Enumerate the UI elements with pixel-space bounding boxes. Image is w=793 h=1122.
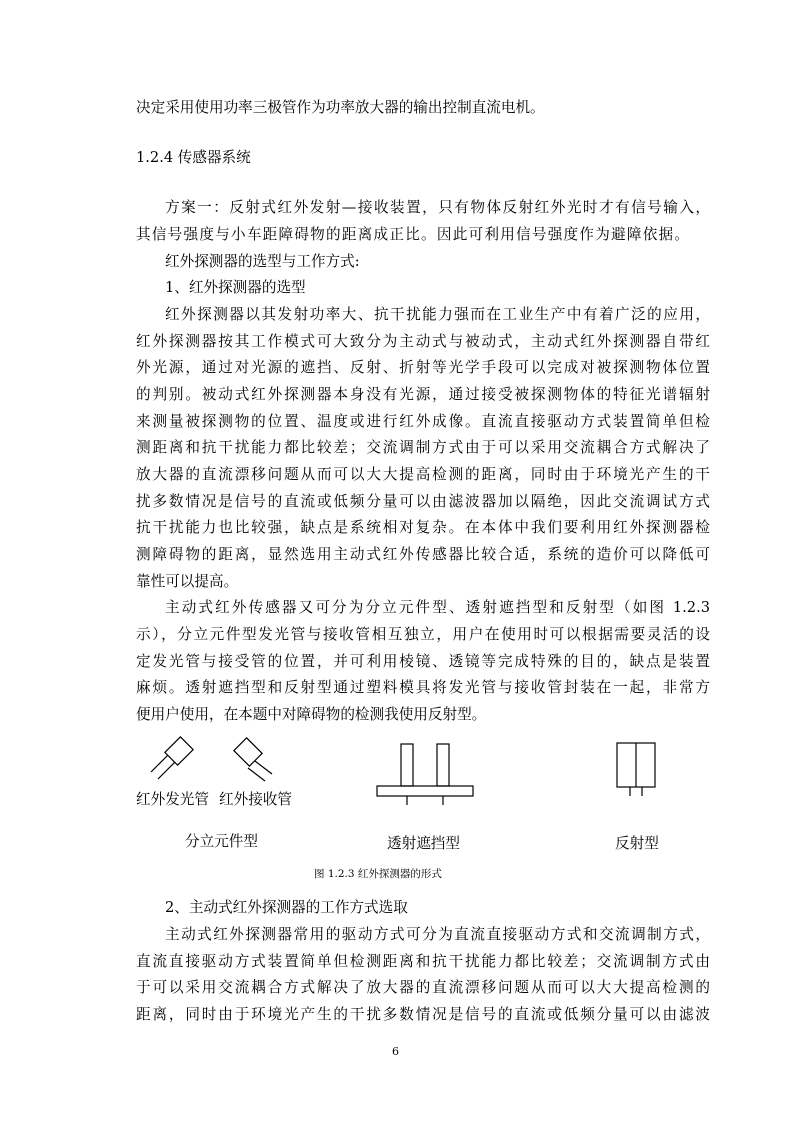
- page-number: 6: [392, 1045, 399, 1058]
- para1-line: 放大器的直流漂移问题从而可以大大提高检测的距离，同时由于环境光产生的干: [136, 466, 710, 483]
- reflective-diagram: [617, 743, 655, 796]
- receiver-diagram: [234, 738, 272, 781]
- para2-line: 主动式红外传感器又可分为分立元件型、透射遮挡型和反射型（如图 1.2.3: [165, 599, 710, 616]
- label-reflective: 反射型: [615, 835, 659, 852]
- para3-line: 距离，同时由于环境光产生的干扰多数情况是信号的直流或低频分量可以由滤波: [136, 1006, 710, 1023]
- transmissive-diagram: [377, 744, 473, 805]
- plan1-line-2: 其信号强度与小车距障碍物的距离成正比。因此可利用信号强度作为避障依据。: [136, 226, 689, 243]
- subheading-c: 2、主动式红外探测器的工作方式选取: [165, 899, 408, 916]
- para2-line: 定发光管与接受管的位置，并可利用棱镜、透镜等完成特殊的目的，缺点是装置: [136, 653, 710, 670]
- label-transmissive: 透射遮挡型: [387, 835, 460, 852]
- para3-line: 主动式红外探测器常用的驱动方式可分为直流直接驱动方式和交流调制方式，: [165, 926, 710, 943]
- top-line: 决定采用使用功率三极管作为功率放大器的输出控制直流电机。: [136, 99, 545, 116]
- para1-line-last: 靠性可以提高。: [136, 573, 239, 590]
- emitter-diagram: [151, 737, 193, 779]
- para1-line: 的判别。被动式红外探测器本身没有光源，通过接受被探测物体的特征光谱辐射: [136, 386, 710, 403]
- para3-line: 直流直接驱动方式装置简单但检测距离和抗干扰能力都比较差；交流调制方式由: [136, 953, 710, 970]
- label-receiver: 红外接收管: [219, 791, 292, 808]
- para1-line: 抗干扰能力也比较强，缺点是系统相对复杂。在本体中我们要利用红外探测器检: [136, 519, 710, 536]
- para1-line: 来测量被探测物的位置、温度或进行红外成像。直流直接驱动方式装置简单但检: [136, 413, 710, 430]
- plan1-line-1: 方案一：反射式红外发射—接收装置，只有物体反射红外光时才有信号输入，: [165, 199, 710, 216]
- para1-line: 红外探测器以其发射功率大、抗干扰能力强而在工业生产中有着广泛的应用，: [165, 306, 710, 323]
- para2-line: 示），分立元件型发光管与接收管相互独立，用户在使用时可以根据需要灵活的设: [136, 626, 710, 643]
- para1-line: 测距离和抗干扰能力都比较差；交流调制方式由于可以采用交流耦合方式解决了: [136, 439, 710, 456]
- subheading-b: 1、红外探测器的选型: [165, 279, 306, 296]
- figure-caption: 图 1.2.3 红外探测器的形式: [314, 868, 442, 880]
- label-emitter: 红外发光管: [136, 791, 209, 808]
- subheading-a: 红外探测器的选型与工作方式:: [165, 253, 360, 270]
- para1-line: 红外探测器按其工作模式可大致分为主动式与被动式，主动式红外探测器自带红: [136, 333, 710, 350]
- para2-line: 麻烦。透射遮挡型和反射型通过塑料模具将发光管与接收管封装在一起，非常方: [136, 679, 710, 696]
- label-discrete: 分立元件型: [185, 833, 258, 850]
- para1-line: 测障碍物的距离，显然选用主动式红外传感器比较合适，系统的造价可以降低可: [136, 546, 710, 563]
- section-heading: 1.2.4 传感器系统: [136, 149, 251, 166]
- para1-line: 外光源，通过对光源的遮挡、反射、折射等光学手段可以完成对被探测物体位置: [136, 359, 710, 376]
- para3-line: 于可以采用交流耦合方式解决了放大器的直流漂移问题从而可以大大提高检测的: [136, 979, 710, 996]
- para2-line-last: 便用户使用，在本题中对障碍物的检测我使用反射型。: [136, 706, 487, 723]
- para1-line: 扰多数情况是信号的直流或低频分量可以由滤波器加以隔绝，因此交流调试方式: [136, 493, 710, 510]
